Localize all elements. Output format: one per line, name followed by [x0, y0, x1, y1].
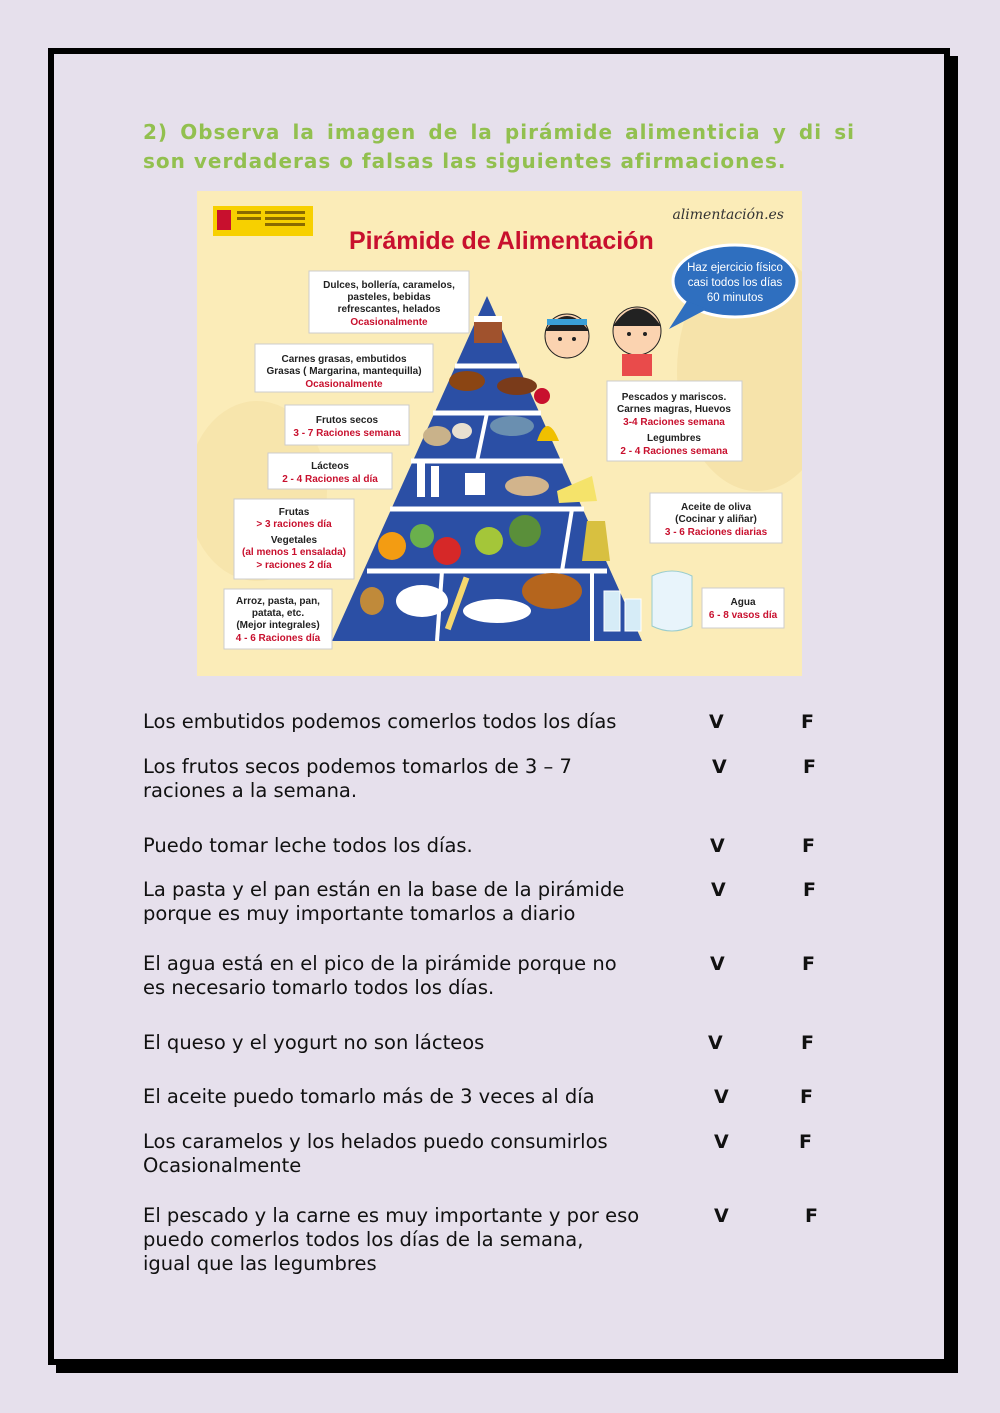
statement-6-true-option[interactable]: V — [708, 1032, 723, 1054]
frutos-label: Frutos secos — [315, 415, 379, 426]
frutas-freq: > 3 raciones día — [256, 519, 332, 530]
statement-1-true-option[interactable]: V — [709, 711, 724, 733]
cereales-line-1: Arroz, pasta, pan, — [236, 596, 320, 607]
label-dulces — [309, 271, 469, 333]
statement-4 — [143, 878, 683, 926]
statement-4-true-option[interactable]: V — [711, 879, 726, 901]
statement-8 — [143, 1130, 683, 1178]
label-agua — [702, 588, 784, 628]
statement-2-true-option[interactable]: V — [712, 756, 727, 778]
cereales-line-2: patata, etc. — [251, 608, 305, 619]
label-cereales — [224, 589, 332, 649]
label-lacteos — [268, 453, 392, 489]
statement-5 — [143, 952, 683, 1000]
legumbres-label: Legumbres — [647, 433, 701, 444]
statement-5-line-1: El agua está en el pico de la pirámide porque no — [143, 952, 617, 975]
statement-9-line-2: puedo comerlos todos los días de la semana, — [143, 1228, 584, 1251]
statement-1-line-1: Los embutidos podemos comerlos todos los días — [143, 710, 617, 733]
statement-1 — [143, 710, 683, 734]
statement-8-true-option[interactable]: V — [714, 1131, 729, 1153]
statement-9-line-3: igual que las legumbres — [143, 1252, 377, 1275]
pescados-freq: 3-4 Raciones semana — [623, 417, 725, 428]
dulces-line-2: pasteles, bebidas — [347, 292, 431, 303]
statement-5-line-2: es necesario tomarlo todos los días. — [143, 976, 495, 999]
vegetales-label: Vegetales — [270, 535, 318, 546]
agua-label: Agua — [730, 597, 756, 608]
pescados-line-1: Pescados y mariscos. — [621, 392, 727, 403]
statement-9 — [143, 1204, 683, 1276]
aceite-freq: 3 - 6 Raciones diarias — [664, 527, 768, 538]
pescados-line-2: Carnes magras, Huevos — [617, 404, 731, 415]
statement-7-line-1: El aceite puedo tomarlo más de 3 veces al día — [143, 1085, 595, 1108]
statement-9-false-option[interactable]: F — [805, 1205, 818, 1227]
statement-8-line-2: Ocasionalmente — [143, 1154, 302, 1177]
frutos-freq: 3 - 7 Raciones semana — [293, 428, 401, 439]
label-frutas-vegetales — [234, 499, 354, 579]
brand-label: alimentación.es — [672, 207, 784, 223]
label-frutos-secos — [285, 405, 409, 445]
statement-4-false-option[interactable]: F — [803, 879, 816, 901]
statement-6 — [143, 1031, 683, 1055]
label-aceite — [650, 493, 782, 543]
dulces-freq: Ocasionalmente — [350, 317, 428, 328]
aceite-line-1: Aceite de oliva — [680, 502, 752, 513]
statement-9-true-option[interactable]: V — [714, 1205, 729, 1227]
label-carnes-grasas — [255, 344, 433, 392]
statement-7 — [143, 1085, 683, 1109]
statement-4-line-2: porque es muy importante tomarlos a diario — [143, 902, 576, 925]
statement-6-line-1: El queso y el yogurt no son lácteos — [143, 1031, 485, 1054]
statement-5-false-option[interactable]: F — [802, 953, 815, 975]
instruction-title: 2) Observa la imagen de la pirámide alimenticia y di si son verdaderas o falsas las siguientes afirmaciones. — [143, 120, 855, 173]
dulces-line-3: refrescantes, helados — [337, 304, 441, 315]
lacteos-label: Lácteos — [311, 461, 349, 472]
statement-8-line-1: Los caramelos y los helados puedo consumirlos — [143, 1130, 608, 1153]
carnes-grasas-line-2: Grasas ( Margarina, mantequilla) — [266, 366, 422, 377]
statement-7-false-option[interactable]: F — [800, 1086, 813, 1108]
carnes-grasas-freq: Ocasionalmente — [305, 379, 383, 390]
statement-1-false-option[interactable]: F — [801, 711, 814, 733]
frutas-label: Frutas — [278, 507, 310, 518]
agua-freq: 6 - 8 vasos día — [708, 610, 778, 621]
statement-5-true-option[interactable]: V — [710, 953, 725, 975]
statement-3 — [143, 834, 683, 858]
carnes-grasas-line-1: Carnes grasas, embutidos — [281, 354, 407, 365]
lacteos-freq: 2 - 4 Raciones al día — [282, 474, 378, 485]
food-pyramid-illustration — [197, 191, 802, 676]
statement-2-line-2: raciones a la semana. — [143, 779, 358, 802]
legumbres-freq: 2 - 4 Raciones semana — [620, 446, 728, 457]
vegetales-freq-2: > raciones 2 día — [256, 560, 332, 571]
cereales-line-3: (Mejor integrales) — [236, 620, 320, 631]
statement-6-false-option[interactable]: F — [801, 1032, 814, 1054]
statement-3-line-1: Puedo tomar leche todos los días. — [143, 834, 473, 857]
statement-8-false-option[interactable]: F — [799, 1131, 812, 1153]
statement-2 — [143, 755, 683, 803]
food-pyramid-poster — [197, 191, 802, 676]
statement-7-true-option[interactable]: V — [714, 1086, 729, 1108]
statement-4-line-1: La pasta y el pan están en la base de la pirámide — [143, 878, 625, 901]
poster-title: Pirámide de Alimentación — [349, 227, 654, 255]
statement-3-false-option[interactable]: F — [802, 835, 815, 857]
statement-3-true-option[interactable]: V — [710, 835, 725, 857]
exercise-line-2: casi todos los días — [687, 277, 783, 289]
vegetales-freq-1: (al menos 1 ensalada) — [242, 547, 346, 558]
aceite-line-2: (Cocinar y aliñar) — [675, 514, 757, 525]
kids-illustration — [545, 307, 661, 376]
cereales-freq: 4 - 6 Raciones día — [235, 633, 321, 644]
label-pescados — [607, 381, 742, 461]
exercise-line-3: 60 minutos — [706, 292, 764, 304]
statement-2-false-option[interactable]: F — [803, 756, 816, 778]
government-logo — [213, 206, 313, 236]
statement-9-line-1: El pescado y la carne es muy importante y por eso — [143, 1204, 640, 1227]
statement-2-line-1: Los frutos secos podemos tomarlos de 3 – 7 — [143, 755, 572, 778]
exercise-line-1: Haz ejercicio físico — [687, 262, 783, 274]
dulces-line-1: Dulces, bollería, caramelos, — [323, 280, 455, 291]
